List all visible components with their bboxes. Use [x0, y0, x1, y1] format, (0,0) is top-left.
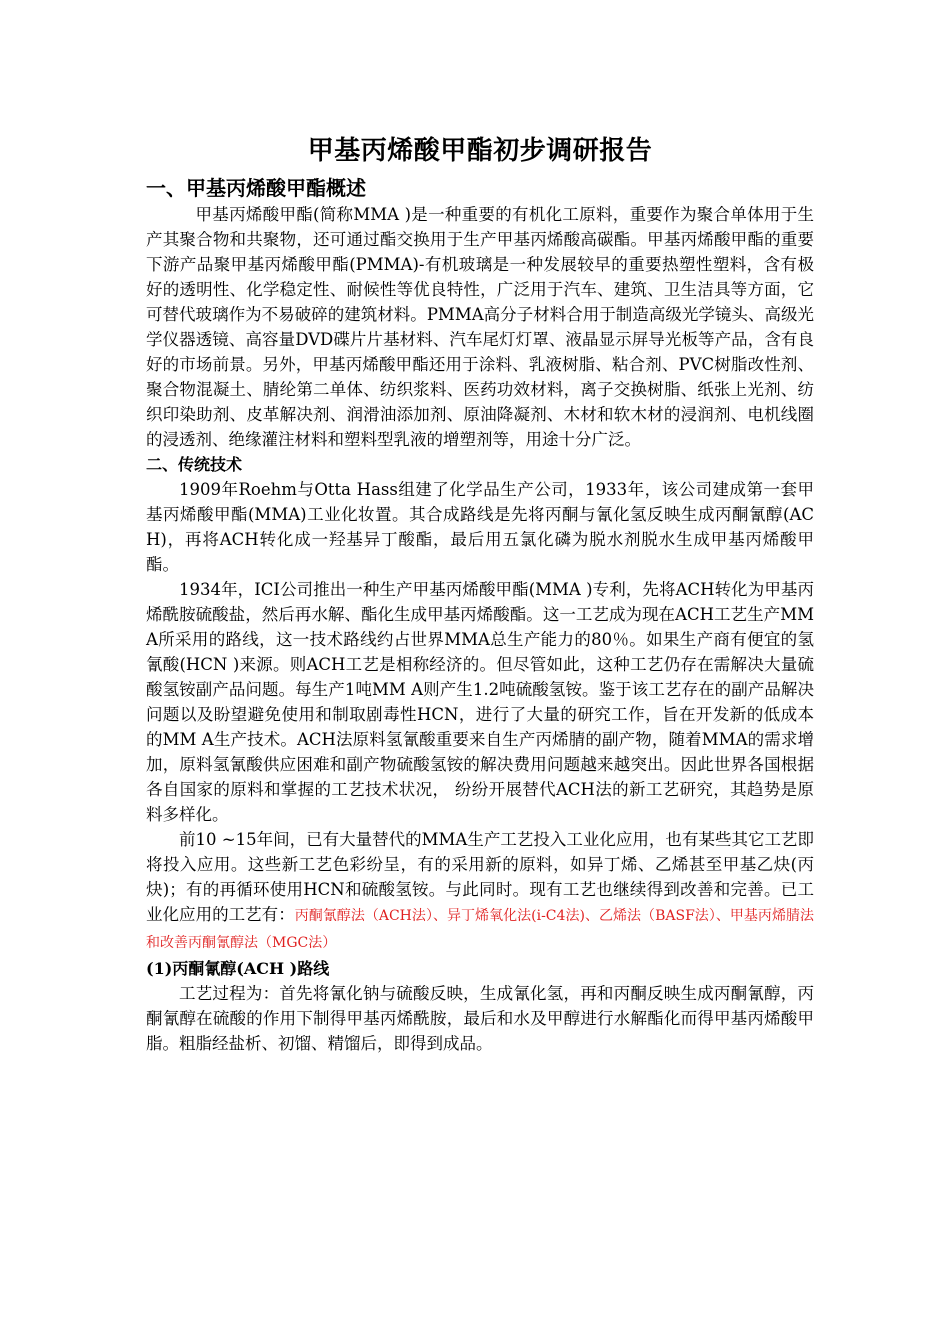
section-heading-traditional-tech: 二、传统技术 — [146, 455, 243, 474]
traditional-tech-paragraph-1: 1909年Roehm与Otta Hass组建了化学品生产公司，1933年，该公司建成第一套甲基丙烯酸甲酯(MMA)工业化妆置。其合成路线是先将丙酮与氰化氢反映生成丙酮氰醇(ACH)，再将ACH转化成一羟基异丁酸酯，最后用五氯化磷为脱水剂脱水生成甲基丙烯酸甲酯。 — [146, 480, 814, 574]
document-body — [146, 132, 814, 1056]
subsection-heading-ach-route: (1)丙酮氰醇(ACH )路线 — [146, 959, 330, 978]
overview-paragraph: 甲基丙烯酸甲酯(简称MMA )是一种重要的有机化工原料，重要作为聚合单体用于生产其聚合物和共聚物，还可通过酯交换用于生产甲基丙烯酸高碳酯。甲基丙烯酸甲酯的重要下游产品聚甲基丙烯酸甲酯(PMMA)-有机玻璃是一种发展较早的重要热塑性塑料，含有极好的透明性、化学稳定性、耐候性等优良特性，广泛用于汽车、建筑、卫生洁具等方面，它可替代玻璃作为不易破碎的建筑材料。PMMA高分子材料合用于制造高级光学镜头、高级光学仪器透镜、高容量DVD碟片片基材料、汽车尾灯灯罩、液晶显示屏导光板等产品，含有良好的市场前景。另外，甲基丙烯酸甲酯还用于涂料、乳液树脂、粘合剂、PVC树脂改性剂、聚合物混凝土、腈纶第二单体、纺织浆料、医药功效材料，离子交换树脂、纸张上光剂、纺织印染助剂、皮革解决剂、润滑油添加剂、原油降凝剂、木材和软木材的浸润剂、电机线圈的浸透剂、绝缘灌注材料和塑料型乳液的增塑剂等，用途十分广泛。 — [146, 205, 814, 449]
traditional-tech-paragraph-2: 1934年，ICI公司推出一种生产甲基丙烯酸甲酯(MMA )专利，先将ACH转化为甲基丙烯酰胺硫酸盐，然后再水解、酯化生成甲基丙烯酸酯。这一工艺成为现在ACH工艺生产MMA所采用的路线，这一技术路线约占世界MMA总生产能力的80％。如果生产商有便宜的氢氰酸(HCN )来源。则ACH工艺是相称经济的。但尽管如此，这种工艺仍存在需解决大量硫酸氢铵副产品问题。每生产1吨MM A则产生1.2吨硫酸氢铵。鉴于该工艺存在的副产品解决问题以及盼望避免使用和制取剧毒性HCN，进行了大量的研究工作，旨在开发新的低成本的MM A生产技术。ACH法原料氢氰酸重要来自生产丙烯腈的副产物，随着MMA的需求增加，原料氢氰酸供应困难和副产物硫酸氢铵的解决费用问题越来越突出。因此世界各国根据各自国家的原料和掌握的工艺技术状况， 纷纷开展替代ACH法的新工艺研究，其趋势是原料多样化。 — [146, 580, 814, 824]
traditional-tech-paragraph-3 — [146, 827, 814, 956]
paragraph-3-text: 前10 ~15年间，已有大量替代的MMA生产工艺投入工业化应用，也有某些其它工艺即将投入应用。这些新工艺色彩纷呈，有的采用新的原料，如异丁烯、乙烯甚至甲基乙炔(丙炔)；有的再循环使用HCN和硫酸氢铵。与此同时。现有工艺也继续得到改善和完善。已工业化应用的工艺有： — [146, 830, 814, 924]
process-list-highlight: 丙酮氰醇法（ACH法）、异丁烯氧化法(i-C4法)、乙烯法（BASF法）、甲基丙烯腈法和改善丙酮氰醇法（MGC法） — [146, 908, 815, 951]
section-heading-overview: 一、甲基丙烯酸甲酯概述 — [146, 176, 366, 200]
ach-route-paragraph: 工艺过程为：首先将氰化钠与硫酸反映，生成氰化氢，再和丙酮反映生成丙酮氰醇，丙酮氰醇在硫酸的作用下制得甲基丙烯酰胺，最后和水及甲醇进行水解酯化而得甲基丙烯酸甲脂。粗脂经盐析、初馏、精馏后，即得到成品。 — [146, 984, 814, 1053]
document-title: 甲基丙烯酸甲酯初步调研报告 — [307, 136, 653, 166]
